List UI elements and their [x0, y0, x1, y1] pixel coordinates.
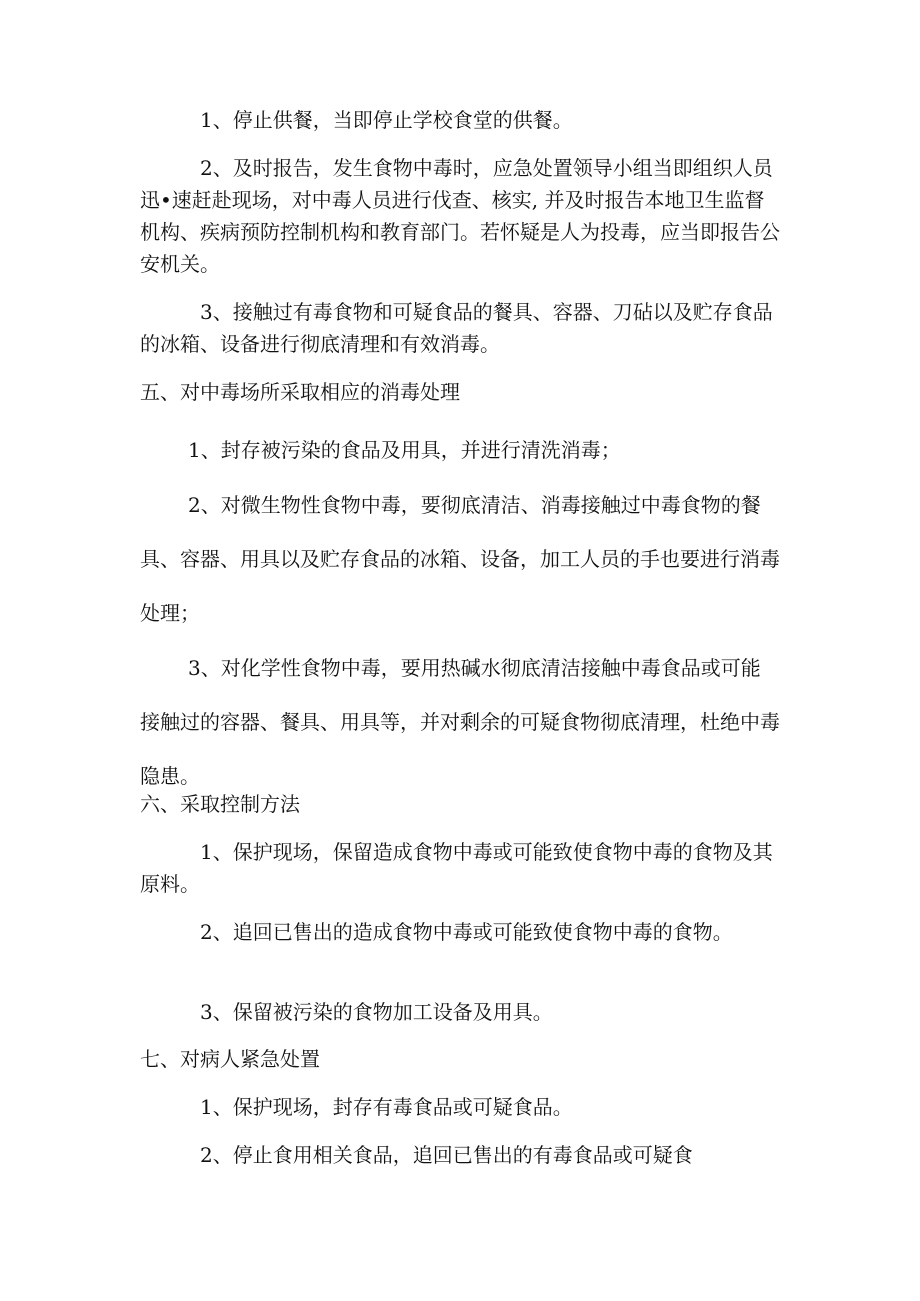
paragraph-clean-utensils: 3、接触过有毒食物和可疑食品的餐具、容器、刀砧以及贮存食品的冰箱、设备进行彻底清理和有效消毒。 — [140, 300, 773, 356]
paragraph-timely-report: 2、及时报告，发生食物中毒时，应急处置领导小组当即组织人员迅•速赶赴现场，对中毒人员进行伐查、核实, 并及时报告本地卫生监督机构、疾病预防控制机构和教育部门。若怀疑是人为投毒，应当即报告公安机关。 — [140, 156, 780, 276]
paragraph-protect-scene: 1、保护现场，保留造成食物中毒或可能致使食物中毒的食物及其原料。 — [140, 840, 773, 896]
paragraph-microbial-poisoning: 2、对微生物性食物中毒，要彻底清洁、消毒接触过中毒食物的餐具、容器、用具以及贮存食品的冰箱、设备，加工人员的手也要进行消毒处理； — [140, 493, 780, 625]
paragraph-stop-consumption: 2、停止食用相关食品，追回已售出的有毒食品或可疑食 — [200, 1143, 693, 1167]
paragraph-seal-contaminated: 1、封存被污染的食品及用具，并进行清洗消毒； — [188, 438, 621, 462]
paragraph-stop-meal-service: 1、停止供餐，当即停止学校食堂的供餐。 — [200, 108, 573, 132]
section-heading-five: 五、对中毒场所采取相应的消毒处理 — [140, 380, 460, 404]
paragraph-seal-toxic-food: 1、保护现场，封存有毒食品或可疑食品。 — [200, 1095, 573, 1119]
paragraph-recall-food: 2、追回已售出的造成食物中毒或可能致使食物中毒的食物。 — [200, 920, 733, 944]
section-heading-seven: 七、对病人紧急处置 — [140, 1047, 320, 1071]
paragraph-keep-equipment: 3、保留被污染的食物加工设备及用具。 — [200, 1000, 553, 1024]
paragraph-chemical-poisoning: 3、对化学性食物中毒，要用热碱水彻底清洁接触中毒食品或可能接触过的容器、餐具、用具等，并对剩余的可疑食物彻底清理，杜绝中毒隐患。 — [140, 656, 780, 788]
section-heading-six: 六、采取控制方法 — [140, 792, 300, 816]
